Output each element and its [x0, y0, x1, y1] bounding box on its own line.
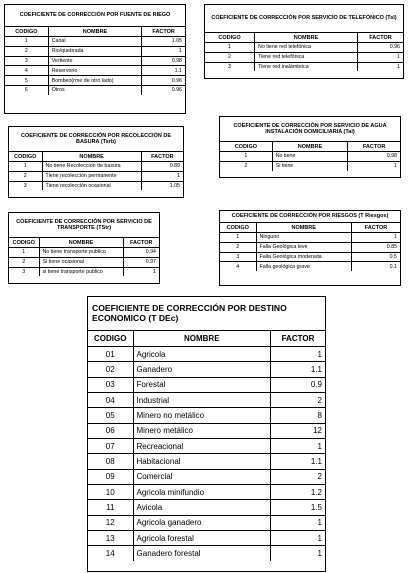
table-row [88, 393, 325, 408]
header-nombre: NOMBRE [272, 142, 348, 152]
header-row [205, 33, 403, 43]
table-title: COEFICIENTE DE CORRECCIÓN POR RECOLECCIÓN DE BASURA (Tsrb) [9, 127, 183, 152]
cell-nombre: Falla geológica grave [256, 262, 351, 271]
table-row [205, 43, 403, 53]
cell-factor: 0.89 [141, 162, 183, 172]
cell-nombre: Minero no metálico [133, 408, 270, 423]
cell-codigo: 3 [9, 181, 42, 190]
table-row [205, 62, 403, 71]
data-table [88, 331, 325, 561]
table-row [88, 454, 325, 469]
table-row [5, 76, 185, 86]
table-recoleccion-basura [8, 126, 184, 198]
cell-nombre: Tiene red telefónica [255, 52, 358, 62]
cell-factor: 2 [270, 469, 325, 484]
cell-nombre: Ganadero forestal [133, 546, 270, 561]
table-row [88, 377, 325, 392]
cell-codigo: 4 [5, 66, 48, 76]
cell-codigo: 2 [220, 161, 272, 170]
header-nombre: NOMBRE [39, 238, 123, 248]
data-table [9, 152, 183, 190]
cell-codigo: 1 [220, 152, 272, 162]
cell-factor: 2 [270, 393, 325, 408]
table-row [88, 546, 325, 561]
table-title: COEFICIENTE DE CORRECCIÓN POR DESTINO ECONOMICO (T DEc) [88, 297, 325, 331]
header-row [9, 152, 183, 162]
table-row [88, 485, 325, 500]
cell-factor: 1 [270, 515, 325, 530]
header-nombre: NOMBRE [133, 331, 270, 347]
cell-factor: 1 [141, 171, 183, 181]
table-row [9, 267, 159, 276]
table-row [220, 252, 400, 262]
table-title: COEFICIENTE DE CORRECCIÓN POR RIESGOS (T Riesgos) [220, 211, 400, 223]
cell-factor: 1 [357, 52, 403, 62]
cell-nombre: Falla Geológica leve [256, 242, 351, 252]
cell-codigo: 10 [88, 485, 133, 500]
table-row [9, 171, 183, 181]
cell-codigo: 1 [9, 248, 39, 258]
cell-codigo: 1 [9, 162, 42, 172]
cell-factor: 1 [270, 347, 325, 362]
cell-nombre: No tiene red telefónica [255, 43, 358, 53]
table-row [88, 347, 325, 362]
header-nombre: NOMBRE [255, 33, 358, 43]
cell-nombre: Forestal [133, 377, 270, 392]
table-row [220, 233, 400, 243]
cell-codigo: 11 [88, 500, 133, 515]
header-codigo: CODIGO [220, 142, 272, 152]
cell-nombre: Rio/quebrada [48, 46, 142, 56]
cell-nombre: Tiene recolección ocasional [42, 181, 141, 190]
cell-factor: 1.1 [142, 66, 185, 76]
cell-nombre: Agricola ganadero [133, 515, 270, 530]
table-riesgos [219, 210, 401, 286]
cell-codigo: 3 [220, 252, 256, 262]
cell-codigo: 08 [88, 454, 133, 469]
cell-factor: 0.96 [142, 76, 185, 86]
table-title: COEFICIENTE DE CORRECCIÓN POR SERVICIO DE TRANSPORTE (TStr) [9, 213, 159, 238]
table-row [5, 85, 185, 94]
cell-factor: 1 [270, 439, 325, 454]
cell-factor: 0.98 [142, 56, 185, 66]
table-row [5, 46, 185, 56]
cell-codigo: 5 [5, 76, 48, 86]
header-factor: FACTOR [348, 142, 400, 152]
header-row [88, 331, 325, 347]
cell-codigo: 14 [88, 546, 133, 561]
cell-factor: 0.94 [123, 248, 159, 258]
cell-codigo: 6 [5, 85, 48, 94]
header-row [9, 238, 159, 248]
data-table [9, 238, 159, 276]
cell-codigo: 1 [220, 233, 256, 243]
cell-nombre: Ganadero [133, 362, 270, 377]
cell-nombre: Avicola [133, 500, 270, 515]
table-servicio-agua [219, 116, 401, 178]
cell-nombre: Agricola [133, 347, 270, 362]
cell-factor: 8 [270, 408, 325, 423]
cell-nombre: No tiene [272, 152, 348, 162]
table-servicio-transporte [8, 212, 160, 284]
table-row [9, 162, 183, 172]
header-codigo: CODIGO [88, 331, 133, 347]
cell-factor: 1 [270, 531, 325, 546]
table-row [220, 161, 400, 170]
cell-factor: 1.5 [270, 500, 325, 515]
table-destino-economico [87, 296, 326, 572]
cell-codigo: 05 [88, 408, 133, 423]
cell-nombre: Tiene red inalámbrica [255, 62, 358, 71]
header-factor: FACTOR [270, 331, 325, 347]
cell-codigo: 02 [88, 362, 133, 377]
table-row [9, 257, 159, 267]
table-row [9, 248, 159, 258]
cell-nombre: Comercial [133, 469, 270, 484]
cell-codigo: 2 [9, 171, 42, 181]
cell-codigo: 3 [9, 267, 39, 276]
cell-factor: 1.2 [270, 485, 325, 500]
cell-factor: 12 [270, 423, 325, 438]
cell-nombre: No tiene Recolección de basura [42, 162, 141, 172]
cell-nombre: Agricola forestal [133, 531, 270, 546]
cell-codigo: 2 [220, 242, 256, 252]
cell-codigo: 06 [88, 423, 133, 438]
cell-codigo: 09 [88, 469, 133, 484]
header-codigo: CODIGO [220, 223, 256, 233]
cell-nombre: Habitacional [133, 454, 270, 469]
cell-codigo: 13 [88, 531, 133, 546]
header-codigo: CODIGO [205, 33, 255, 43]
cell-nombre: Si tiene ocasional [39, 257, 123, 267]
header-nombre: NOMBRE [42, 152, 141, 162]
header-factor: FACTOR [357, 33, 403, 43]
cell-factor: 0.96 [357, 43, 403, 53]
cell-nombre: Vertiente [48, 56, 142, 66]
cell-factor: 1.05 [142, 37, 185, 47]
cell-codigo: 3 [205, 62, 255, 71]
cell-nombre: Bombeo(rme de otro lado) [48, 76, 142, 86]
header-factor: FACTOR [141, 152, 183, 162]
cell-nombre: No tiene transporte publico [39, 248, 123, 258]
cell-nombre: Falla Geológica moderada [256, 252, 351, 262]
table-row [220, 242, 400, 252]
cell-nombre: Tiene recolección permanente [42, 171, 141, 181]
cell-codigo: 03 [88, 377, 133, 392]
cell-factor: 0.97 [123, 257, 159, 267]
data-table [205, 33, 403, 71]
cell-nombre: Recreacional [133, 439, 270, 454]
table-row [88, 362, 325, 377]
cell-codigo: 1 [5, 37, 48, 47]
cell-factor: 0.96 [171, 87, 182, 94]
table-row [88, 515, 325, 530]
cell-nombre: Minero metálico [133, 423, 270, 438]
table-row [88, 423, 325, 438]
cell-factor: 1 [153, 268, 156, 275]
header-row [220, 223, 400, 233]
cell-codigo: 01 [88, 347, 133, 362]
data-table [5, 27, 185, 95]
cell-codigo: 2 [205, 52, 255, 62]
table-row [88, 500, 325, 515]
table-row [5, 37, 185, 47]
cell-codigo: 4 [220, 262, 256, 271]
table-row [9, 181, 183, 190]
header-codigo: CODIGO [5, 27, 48, 37]
cell-factor: 1 [397, 63, 400, 70]
cell-nombre: Si tiene [272, 161, 348, 170]
header-codigo: CODIGO [9, 152, 42, 162]
cell-nombre: Ninguno [256, 233, 351, 243]
table-row [5, 66, 185, 76]
table-title: COEFICIENTE DE CORRECCIÓN POR SERVICIO DE TELEFÓNICO (Tsl) [205, 5, 403, 33]
cell-codigo: 2 [5, 46, 48, 56]
header-row [5, 27, 185, 37]
cell-factor: 0.9 [270, 377, 325, 392]
header-nombre: NOMBRE [48, 27, 142, 37]
cell-factor: 0.1 [389, 263, 397, 270]
data-table [220, 142, 400, 171]
header-factor: FACTOR [142, 27, 185, 37]
cell-nombre: Canal [48, 37, 142, 47]
cell-codigo: 07 [88, 439, 133, 454]
cell-factor: 0.5 [351, 252, 400, 262]
cell-codigo: 1 [205, 43, 255, 53]
cell-nombre: Industrial [133, 393, 270, 408]
cell-nombre: Otros [48, 85, 142, 94]
table-row [5, 56, 185, 66]
cell-factor: 0.85 [351, 242, 400, 252]
header-factor: FACTOR [351, 223, 400, 233]
cell-factor: 1 [142, 46, 185, 56]
cell-codigo: 12 [88, 515, 133, 530]
cell-nombre: Reservorio [48, 66, 142, 76]
cell-codigo: 04 [88, 393, 133, 408]
cell-nombre: Agricola minifundio [133, 485, 270, 500]
table-servicio-telefonico [204, 4, 404, 79]
table-row [88, 408, 325, 423]
cell-factor: 1.1 [270, 454, 325, 469]
header-codigo: CODIGO [9, 238, 39, 248]
table-row [88, 531, 325, 546]
cell-nombre: si tiene transporte publico [39, 267, 123, 276]
cell-factor: 1 [317, 549, 322, 559]
table-title: COEFICIENTE DE CORRECCIÓN POR FUENTE DE RIEGO [5, 5, 185, 27]
data-table [220, 223, 400, 271]
table-row [220, 262, 400, 271]
table-row [205, 52, 403, 62]
cell-codigo: 2 [9, 257, 39, 267]
cell-factor: 1.05 [169, 182, 180, 189]
cell-factor: 1 [351, 233, 400, 243]
table-fuente-riego [4, 4, 186, 114]
cell-factor: 1.1 [270, 362, 325, 377]
table-title: COEFICIENTE DE CORRECCIÓN POR SERVICIO DE AGUA INSTALACIÓN DOMICILIARIA (Tal) [220, 117, 400, 142]
header-factor: FACTOR [123, 238, 159, 248]
table-row [88, 439, 325, 454]
cell-factor: 0.98 [348, 152, 400, 162]
header-nombre: NOMBRE [256, 223, 351, 233]
table-row [88, 469, 325, 484]
header-row [220, 142, 400, 152]
cell-factor: 1 [394, 163, 397, 170]
cell-codigo: 3 [5, 56, 48, 66]
table-row [220, 152, 400, 162]
